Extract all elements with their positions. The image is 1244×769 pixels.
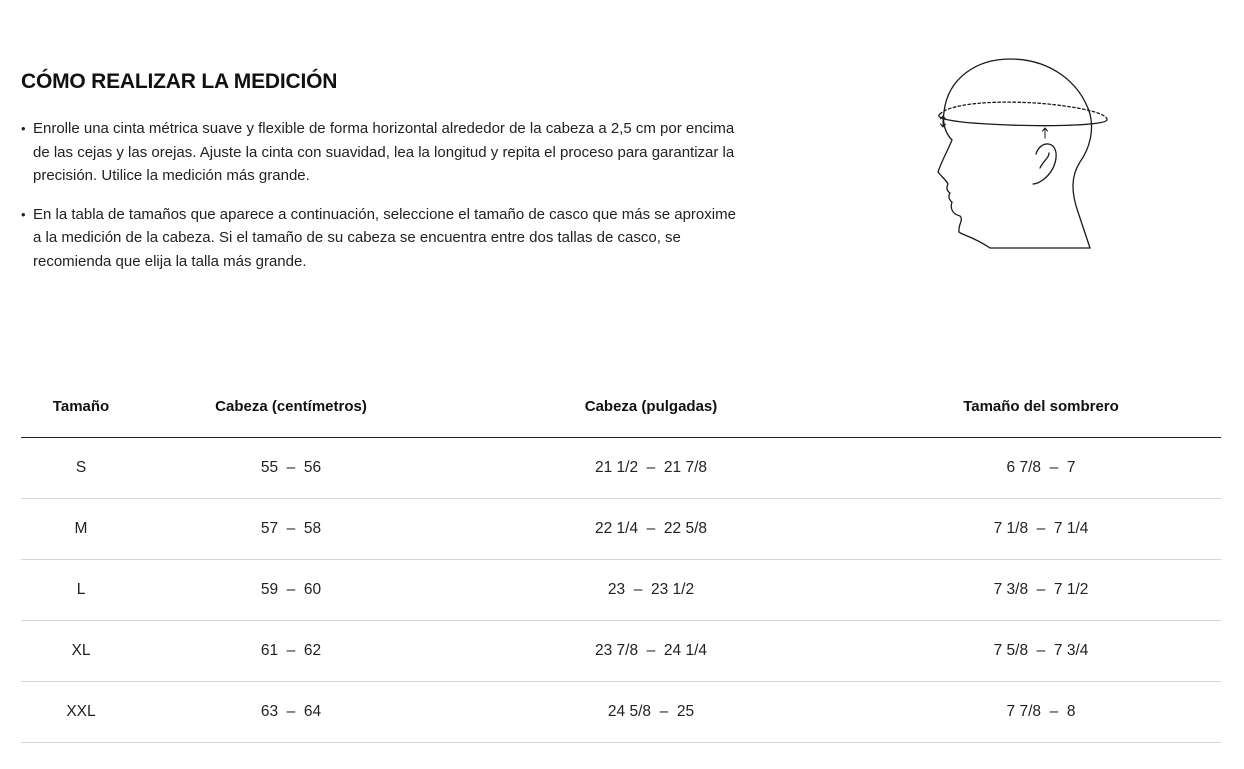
cell-head-cm: 55 – 56 xyxy=(141,438,441,499)
arrow-ear xyxy=(1043,128,1048,138)
cell-hat-size: 7 1/8 – 7 1/4 xyxy=(861,499,1221,560)
header-head-inches: Cabeza (pulgadas) xyxy=(441,376,861,438)
instruction-item xyxy=(21,117,741,188)
cell-hat-size: 7 3/8 – 7 1/2 xyxy=(861,560,1221,621)
bullet-icon: • xyxy=(21,206,26,222)
head-measurement-icon xyxy=(928,52,1113,252)
instructions-list xyxy=(21,117,741,288)
table-row xyxy=(21,438,1221,499)
cell-size: S xyxy=(21,438,141,499)
cell-size: M xyxy=(21,499,141,560)
instruction-text: Enrolle una cinta métrica suave y flexible de forma horizontal alrededor de la cabeza a 2,5 cm por encima de las cejas y las orejas. Ajuste la cinta con suavidad, lea la longitud y repita el proceso para garantizar la precisión. Utilice la medición más grande. xyxy=(33,120,735,184)
header-head-cm: Cabeza (centímetros) xyxy=(141,376,441,438)
bullet-icon: • xyxy=(21,121,26,136)
head-outline xyxy=(944,59,1092,248)
cell-hat-size: 6 7/8 – 7 xyxy=(861,438,1221,499)
table-row xyxy=(21,499,1221,560)
cell-hat-size: 7 5/8 – 7 3/4 xyxy=(861,621,1221,682)
tape-front xyxy=(939,114,1107,126)
cell-size: XL xyxy=(21,621,141,682)
cell-head-cm: 59 – 60 xyxy=(141,560,441,621)
size-chart-table xyxy=(21,376,1221,743)
header-size: Tamaño xyxy=(21,376,141,438)
tape-back xyxy=(940,102,1107,120)
header-hat-size: Tamaño del sombrero xyxy=(861,376,1221,438)
table-row xyxy=(21,682,1221,743)
table-header-row xyxy=(21,376,1221,438)
page-title: CÓMO REALIZAR LA MEDICIÓN xyxy=(21,70,338,93)
table-row xyxy=(21,560,1221,621)
arrow-forehead xyxy=(941,116,946,127)
table-row xyxy=(21,621,1221,682)
cell-size: XXL xyxy=(21,682,141,743)
cell-size: L xyxy=(21,560,141,621)
instruction-text: En la tabla de tamaños que aparece a continuación, seleccione el tamaño de casco que más se aproxime a la medición de la cabeza. Si el tamaño de su cabeza se encuentra entre dos tallas de casco, se recomienda que elija la talla más grande. xyxy=(33,205,736,270)
ear-shape xyxy=(1033,144,1056,184)
cell-hat-size: 7 7/8 – 8 xyxy=(861,682,1221,743)
cell-head-inches: 21 1/2 – 21 7/8 xyxy=(441,438,861,499)
cell-head-cm: 57 – 58 xyxy=(141,499,441,560)
cell-head-inches: 24 5/8 – 25 xyxy=(441,682,861,743)
cell-head-cm: 63 – 64 xyxy=(141,682,441,743)
instruction-item xyxy=(21,203,741,274)
cell-head-inches: 22 1/4 – 22 5/8 xyxy=(441,499,861,560)
cell-head-inches: 23 7/8 – 24 1/4 xyxy=(441,621,861,682)
cell-head-inches: 23 – 23 1/2 xyxy=(441,560,861,621)
face-profile xyxy=(938,112,1090,248)
cell-head-cm: 61 – 62 xyxy=(141,621,441,682)
